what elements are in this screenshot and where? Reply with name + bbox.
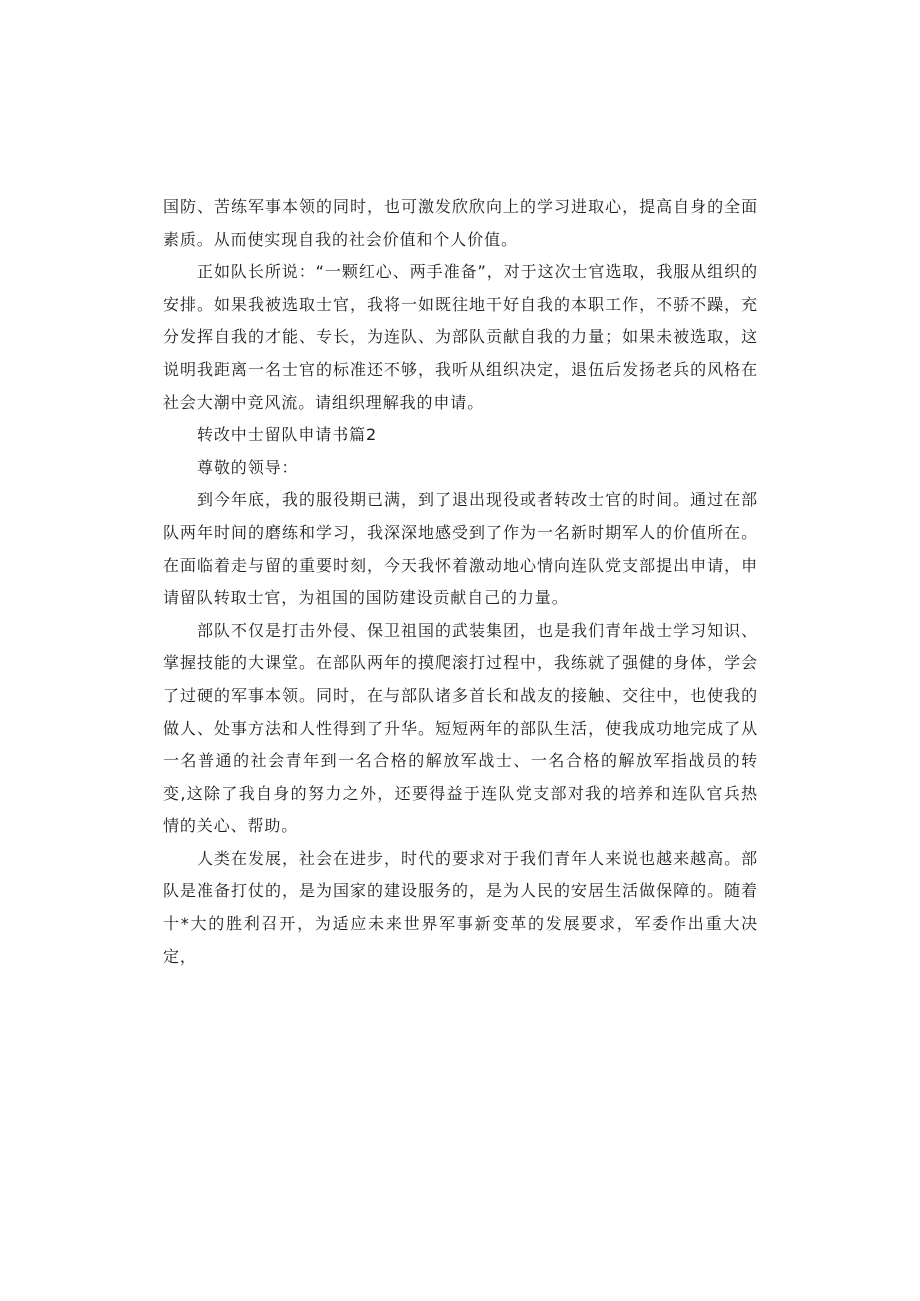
paragraph-era-requirements: 人类在发展，社会在进步，时代的要求对于我们青年人来说也越来越高。部队是准备打仗的，是为国家的建设服务的，是为人民的安居生活做保障的。随着十*大的胜利召开，为适应未来世界军事新变革的发展要求，军委作出重大决定，	[163, 848, 758, 966]
paragraph-service-end: 到今年底，我的服役期已满，到了退出现役或者转改士官的时间。通过在部队两年时间的磨练和学习，我深深地感受到了作为一名新时期军人的价值所在。在面临着走与留的重要时刻，今天我怀着激动地心情向连队党支部提出申请，申请留队转取士官，为祖国的国防建设贡献自己的力量。	[163, 490, 758, 608]
section-heading: 转改中士留队申请书篇2	[197, 425, 378, 445]
salutation: 尊敬的领导：	[197, 457, 299, 477]
paragraph-army-school: 部队不仅是打击外侵、保卫祖国的武装集团，也是我们青年战士学习知识、掌握技能的大课堂。在部队两年的摸爬滚打过程中，我练就了强健的身体，学会了过硬的军事本领。同时，在与部队诸多首长和战友的接触、交往中，也使我的做人、处事方法和人性得到了升华。短短两年的部队生活，使我成功地完成了从一名普通的社会青年到一名合格的解放军战士、一名合格的解放军指战员的转变,这除了我自身的努力之外，还要得益于连队党支部对我的培养和连队官兵热情的关心、帮助。	[163, 620, 758, 836]
paragraph-continuation: 国防、苦练军事本领的同时，也可激发欣欣向上的学习进取心，提高自身的全面素质。从而使实现自我的社会价值和个人价值。	[163, 197, 758, 249]
document-body	[163, 191, 758, 973]
paragraph-choice: 正如队长所说：“一颗红心、两手准备”，对于这次士官选取，我服从组织的安排。如果我被选取士官，我将一如既往地干好自我的本职工作，不骄不躁，充分发挥自我的才能、专长，为连队、为部队贡献自我的力量；如果未被选取，这说明我距离一名士官的标准还不够，我听从组织决定，退伍后发扬老兵的风格在社会大潮中竞风流。请组织理解我的申请。	[163, 262, 758, 412]
